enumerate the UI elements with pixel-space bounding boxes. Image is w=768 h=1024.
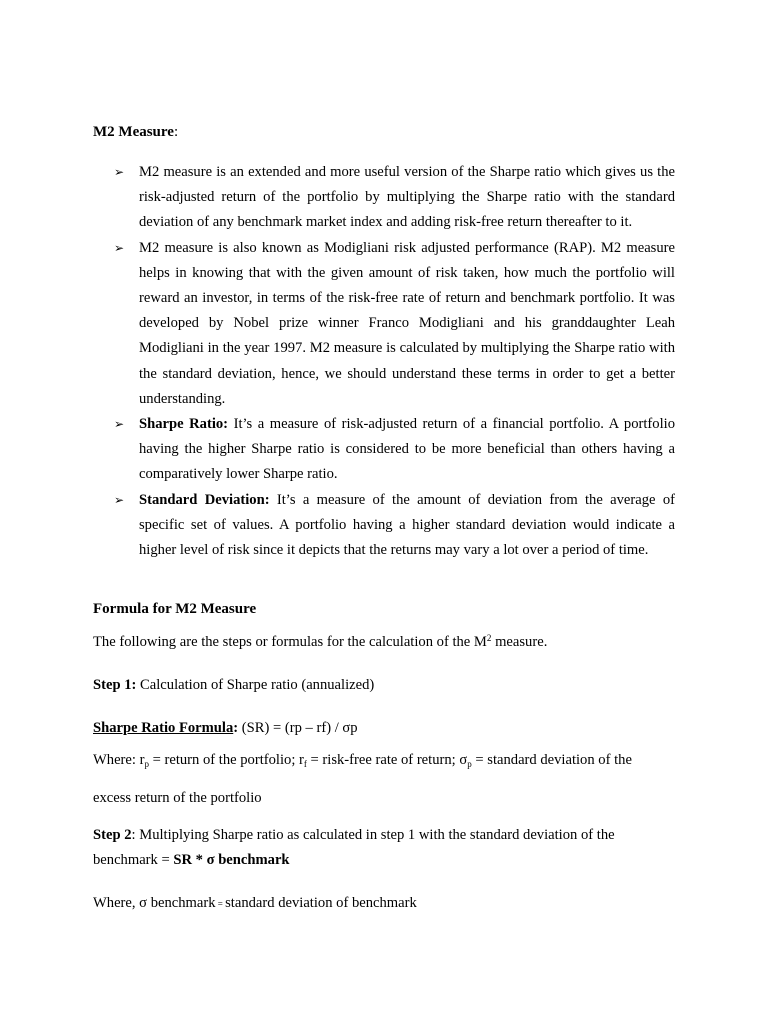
where-text: Where: r — [93, 752, 145, 768]
where-text: = standard deviation of the — [471, 752, 632, 768]
equals-sign: = — [215, 899, 226, 909]
subscript: p — [467, 759, 472, 769]
bullet-item — [114, 236, 675, 412]
where-text: Where, σ benchmark — [93, 895, 216, 911]
formula-label: Sharpe Ratio Formula — [93, 720, 234, 736]
section-title-text: M2 Measure — [93, 124, 174, 140]
section-title-colon: : — [173, 124, 179, 140]
where-continuation: excess return of the portfolio — [93, 790, 262, 806]
bullet-item — [114, 488, 675, 564]
bullet-term: Sharpe Ratio: — [139, 416, 229, 433]
bullet-text: It’s a measure of the amount of deviation from the average of specific set of values. A portfolio having a higher standard deviation would indicate a higher level of risk since it depicts that the returns may vary a lot over a period of time. — [139, 491, 675, 559]
intro-text-end: measure. — [491, 634, 548, 650]
arrow-bullet-icon: ➢ — [114, 492, 125, 507]
bullet-term: Standard Deviation: — [139, 491, 270, 508]
subscript: f — [303, 759, 307, 769]
bullet-list — [114, 160, 675, 563]
formula-section-title: Formula for M2 Measure — [93, 601, 257, 617]
step-2-text: benchmark = — [93, 852, 174, 868]
bullet-text: M2 measure is also known as Modigliani risk adjusted performance (RAP). M2 measure helps in knowing that with the given amount of risk taken, how much the portfolio will reward an investor, in terms of the risk-free rate of return and benchmark portfolio. It was developed by Nobel prize winner Franco Modigliani and his granddaughter Leah Modigliani in the year 1997. M2 measure is calculated by multiplying the Sharpe ratio with the standard deviation, hence, we should understand these terms in order to get a better understanding. — [139, 239, 675, 407]
step-2-text: : Multiplying Sharpe ratio as calculated in step 1 with the standard deviation of the — [131, 827, 615, 843]
where-text: = risk-free rate of return; σ — [306, 752, 468, 768]
step-1-label: Step 1: — [93, 677, 137, 693]
where-definitions — [93, 750, 632, 770]
bullet-item — [114, 412, 675, 488]
subscript: p — [144, 759, 149, 769]
sharpe-formula — [93, 718, 358, 738]
step-1 — [93, 675, 374, 695]
formula-expression: (SR) = (rp – rf) / σp — [238, 720, 358, 736]
section-title — [93, 124, 178, 141]
intro-paragraph — [93, 632, 547, 652]
step-1-text: Calculation of Sharpe ratio (annualized) — [136, 677, 375, 693]
arrow-bullet-icon: ➢ — [114, 240, 125, 255]
superscript: 2 — [486, 633, 492, 643]
step-2 — [93, 825, 615, 845]
intro-text: The following are the steps or formulas for the calculation of the M — [93, 634, 487, 650]
where-text: standard deviation of benchmark — [225, 895, 417, 911]
step-2-formula: SR * σ benchmark — [173, 852, 290, 868]
step-2-label: Step 2 — [93, 827, 132, 843]
formula-colon: : — [233, 720, 239, 736]
step-2-continuation — [93, 850, 290, 870]
arrow-bullet-icon: ➢ — [114, 165, 125, 179]
benchmark-definition — [93, 893, 417, 914]
bullet-item — [114, 160, 675, 236]
bullet-text: M2 measure is an extended and more useful version of the Sharpe ratio which gives us the risk-adjusted return of the portfolio by multiplying the Sharpe ratio with the standard deviation of any benchmark market index and adding risk-free return thereafter to it. — [139, 164, 675, 231]
arrow-bullet-icon: ➢ — [114, 417, 125, 432]
where-text: = return of the portfolio; r — [148, 752, 304, 768]
bullet-text: It’s a measure of risk-adjusted return of a financial portfolio. A portfolio having the higher Sharpe ratio is considered to be more beneficial than others having a comparatively lower Sharpe ratio. — [139, 416, 675, 483]
